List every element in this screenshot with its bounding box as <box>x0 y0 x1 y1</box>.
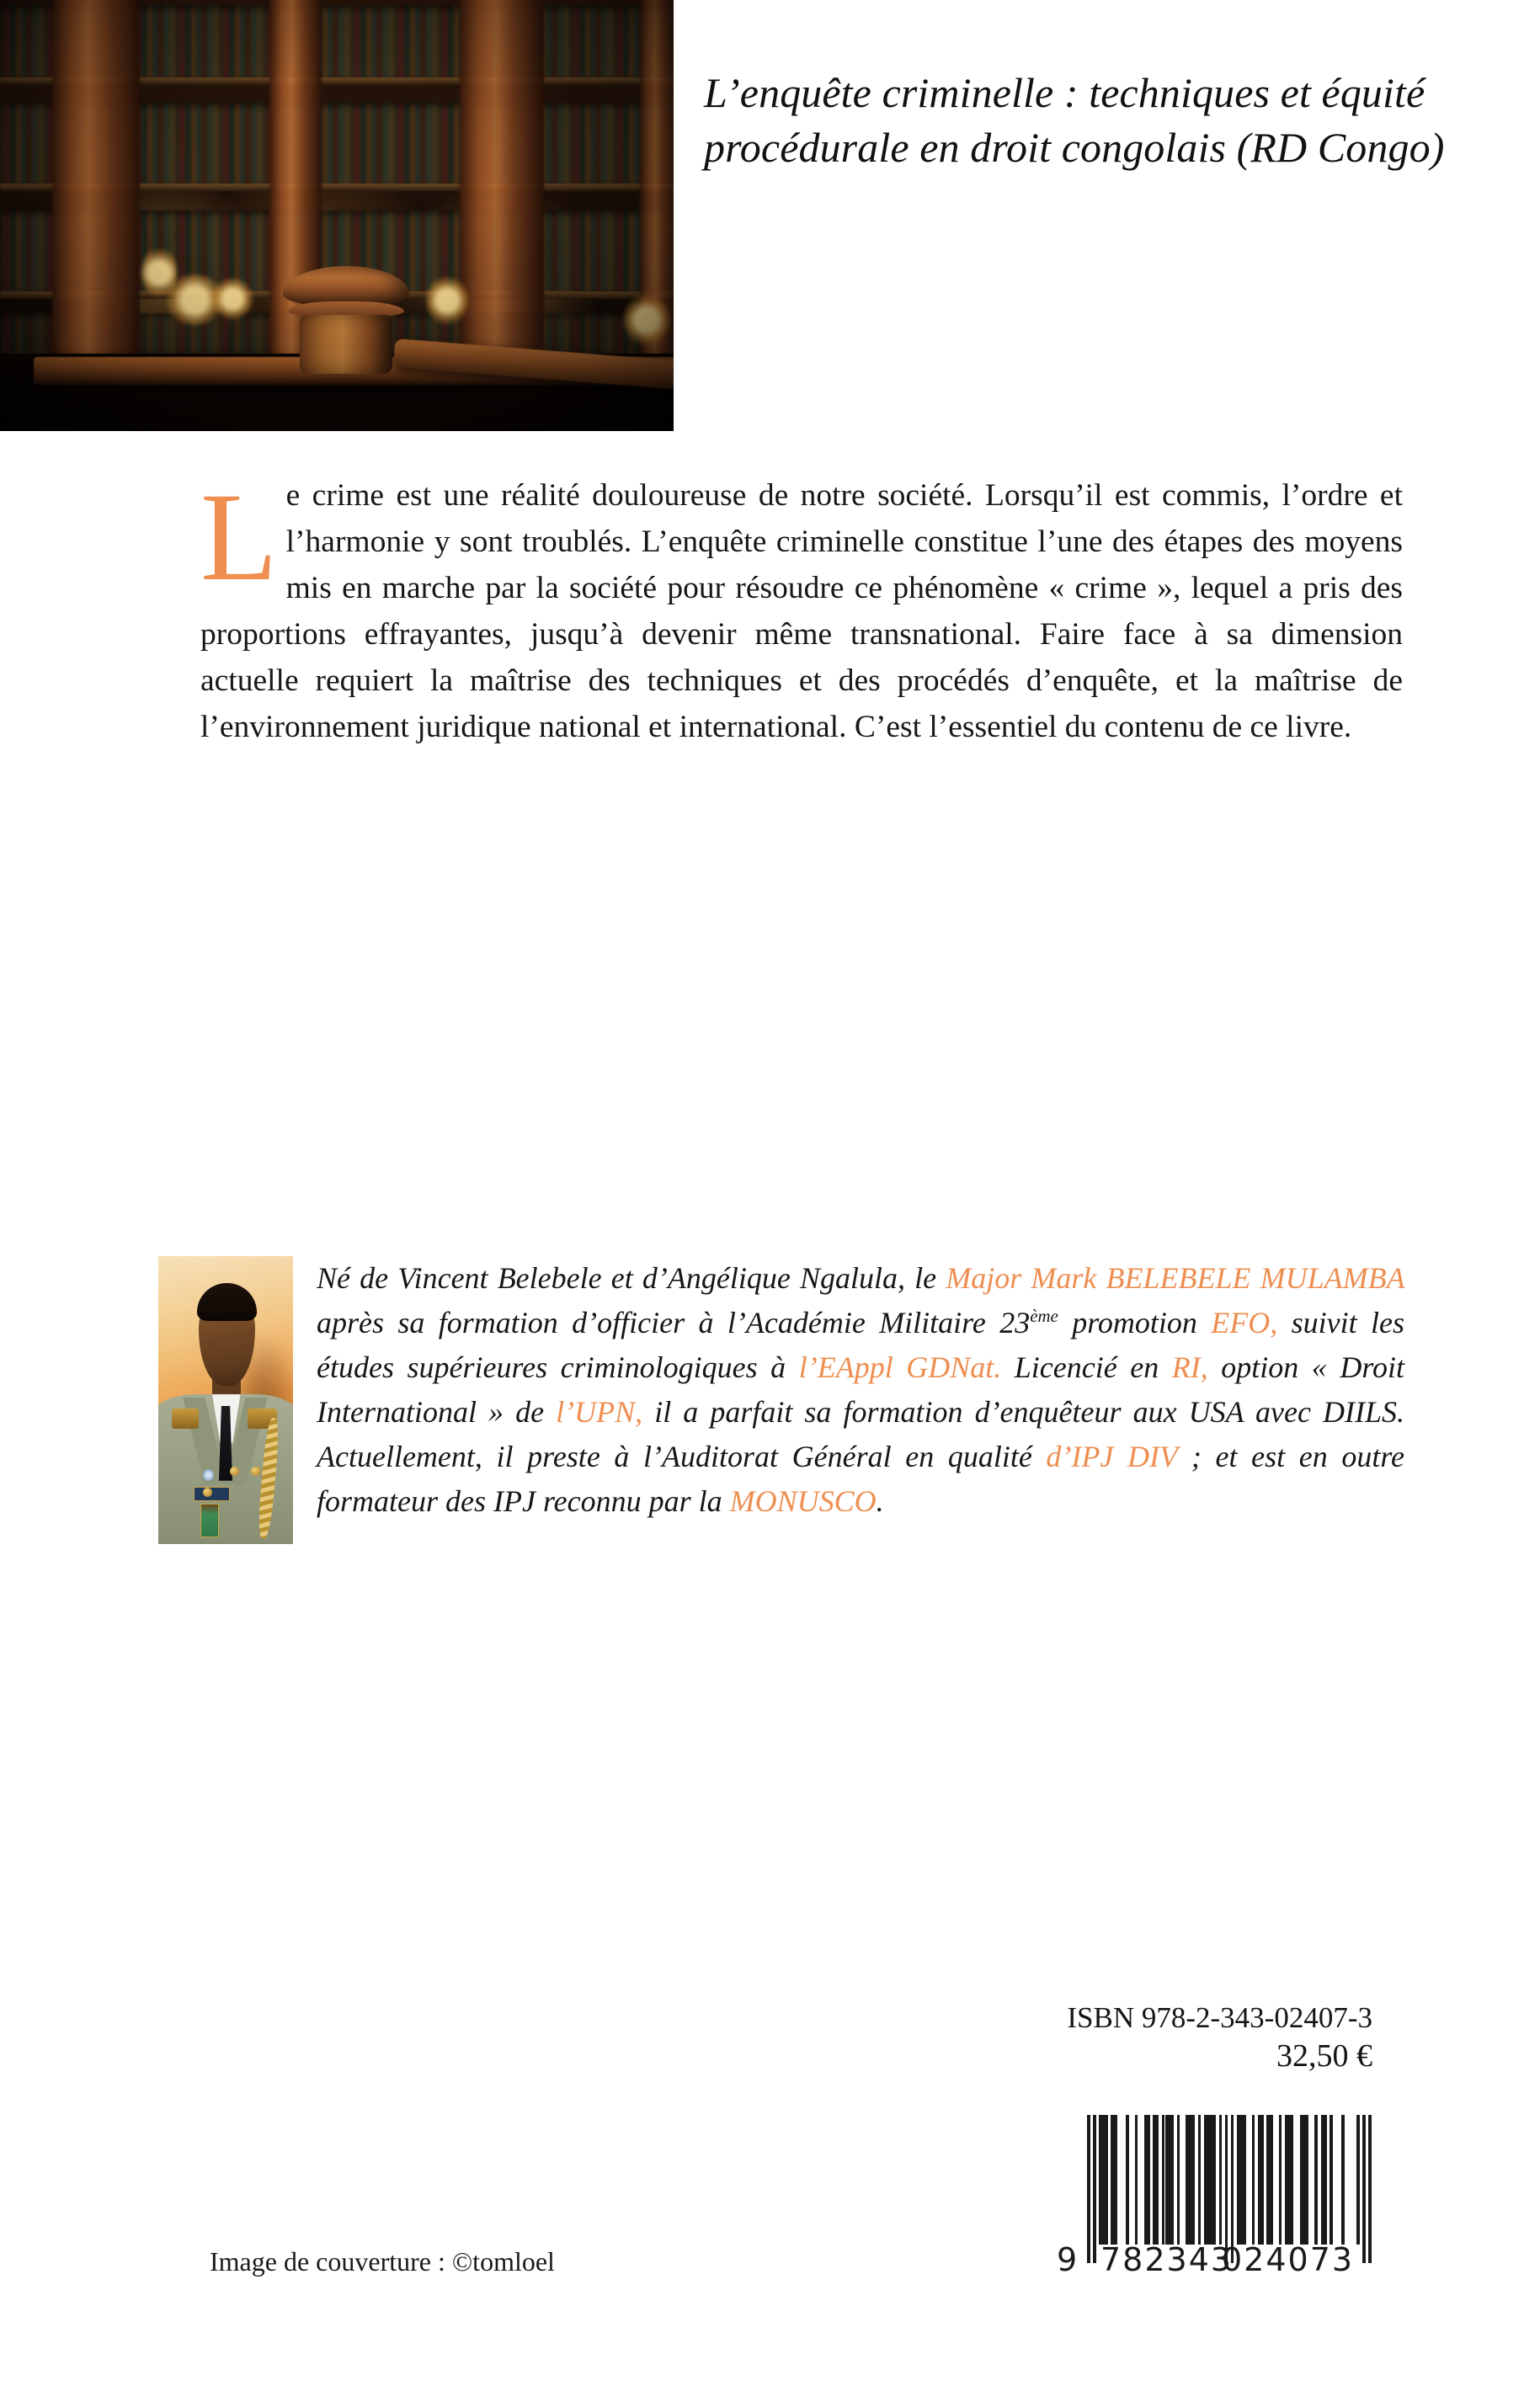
barcode-bar <box>1330 2115 1333 2245</box>
barcode-bar <box>1105 2115 1108 2245</box>
barcode-bar <box>1126 2115 1129 2245</box>
bio-text-run: ème <box>1030 1306 1058 1327</box>
author-portrait-photo <box>158 1256 293 1544</box>
uniform-badge <box>203 1469 214 1481</box>
bio-text-run: suivit les études supérieures criminologiques à <box>317 1306 1404 1385</box>
bio-text-run: promotion <box>1058 1306 1212 1340</box>
ean13-barcode <box>1057 2115 1372 2280</box>
photo-vignette <box>0 0 674 431</box>
bio-highlight-term: d’IPJ DIV <box>1046 1440 1178 1474</box>
barcode-bar <box>1252 2115 1255 2245</box>
barcode-bar <box>1212 2115 1216 2245</box>
barcode-bars <box>1087 2115 1372 2245</box>
uniform-button <box>230 1467 239 1476</box>
barcode-left-group: 782343 <box>1100 2241 1234 2278</box>
bio-text-run: Né de Vincent Belebele et d’Angélique Ngalula, le <box>317 1261 946 1295</box>
bio-text-run: Licencié en <box>1001 1350 1172 1385</box>
barcode-bar <box>1341 2115 1345 2245</box>
bio-highlight-term: RI, <box>1171 1350 1208 1385</box>
book-title: L’enquête criminelle : techniques et équité procédurale en droit congolais (RD Congo) <box>704 69 1445 171</box>
barcode-digits <box>1057 2241 1378 2278</box>
barcode-bar <box>1219 2115 1223 2245</box>
barcode-bar <box>1192 2115 1196 2245</box>
barcode-bar <box>1147 2115 1150 2245</box>
barcode-bar <box>1260 2115 1264 2245</box>
author-bio-block <box>158 1256 1404 1549</box>
bio-highlight-term: MONUSCO <box>729 1484 877 1519</box>
bio-highlight-term: EFO, <box>1211 1306 1278 1340</box>
bio-text-run: . <box>876 1484 884 1519</box>
barcode-bar <box>1291 2115 1294 2245</box>
barcode-bar <box>1177 2115 1180 2245</box>
bio-text-run: après sa formation d’officier à l’Académie Militaire 23 <box>317 1306 1031 1340</box>
blurb-paragraph <box>200 467 1403 751</box>
bio-text-run: option « Droit International » de <box>317 1350 1405 1430</box>
bio-text-run: ; et est en outre formateur des IPJ reconnu par la <box>317 1440 1404 1519</box>
bio-highlight-term: l’EAppl GDNat. <box>798 1350 1002 1385</box>
cover-photo-gavel <box>0 0 674 431</box>
barcode-bar <box>1135 2115 1138 2245</box>
title-block <box>704 66 1462 175</box>
blurb-text: e crime est une réalité douloureuse de notre société. Lorsqu’il est commis, l’ordre et l’harmonie y sont troublés. L’enquête criminelle constitue l’une des étapes des moyens mis en marche par la société pour résoudre ce phénomène « crime », lequel a pris des proportions effrayantes, jusqu’à devenir même transnational. Faire face à sa dimension actuelle requiert la maîtrise des techniques et des procédés d’enquête, et la maîtrise de l’environnement juridique national et international. C’est l’essentiel du contenu de ce livre. <box>200 478 1403 744</box>
barcode-bar <box>1314 2115 1318 2245</box>
barcode-bar <box>1114 2115 1117 2245</box>
barcode-right-group: 024073 <box>1222 2241 1355 2278</box>
barcode-bar <box>1324 2115 1327 2245</box>
uniform-epaulet-left <box>172 1409 199 1429</box>
barcode-bar <box>1171 2115 1175 2245</box>
bio-highlight-term: Major Mark BELEBELE MULAMBA <box>946 1261 1404 1295</box>
barcode-bar <box>1306 2115 1309 2245</box>
barcode-bar <box>1270 2115 1273 2245</box>
barcode-bar <box>1156 2115 1159 2245</box>
uniform-button <box>251 1467 260 1476</box>
barcode-bar <box>1198 2115 1202 2245</box>
barcode-bar <box>1279 2115 1282 2245</box>
barcode-lead-digit: 9 <box>1057 2241 1079 2278</box>
price-text: 32,50 € <box>1276 2038 1372 2074</box>
author-bio-text <box>158 1256 1404 1525</box>
barcode-bar <box>1243 2115 1246 2245</box>
bio-highlight-term: l’UPN, <box>556 1395 643 1430</box>
drop-cap-letter: L <box>200 467 278 607</box>
bio-text-run: il a parfait sa formation d’enquêteur aux USA avec DIILS. Actuellement, il preste à l’Auditorat Général en qualité <box>317 1395 1404 1474</box>
isbn-text: ISBN 978-2-343-02407-3 <box>1067 2001 1372 2034</box>
barcode-bar <box>1356 2115 1360 2245</box>
image-credit-text: Image de couverture : ©tomloel <box>210 2246 555 2277</box>
uniform-medal <box>200 1504 220 1537</box>
